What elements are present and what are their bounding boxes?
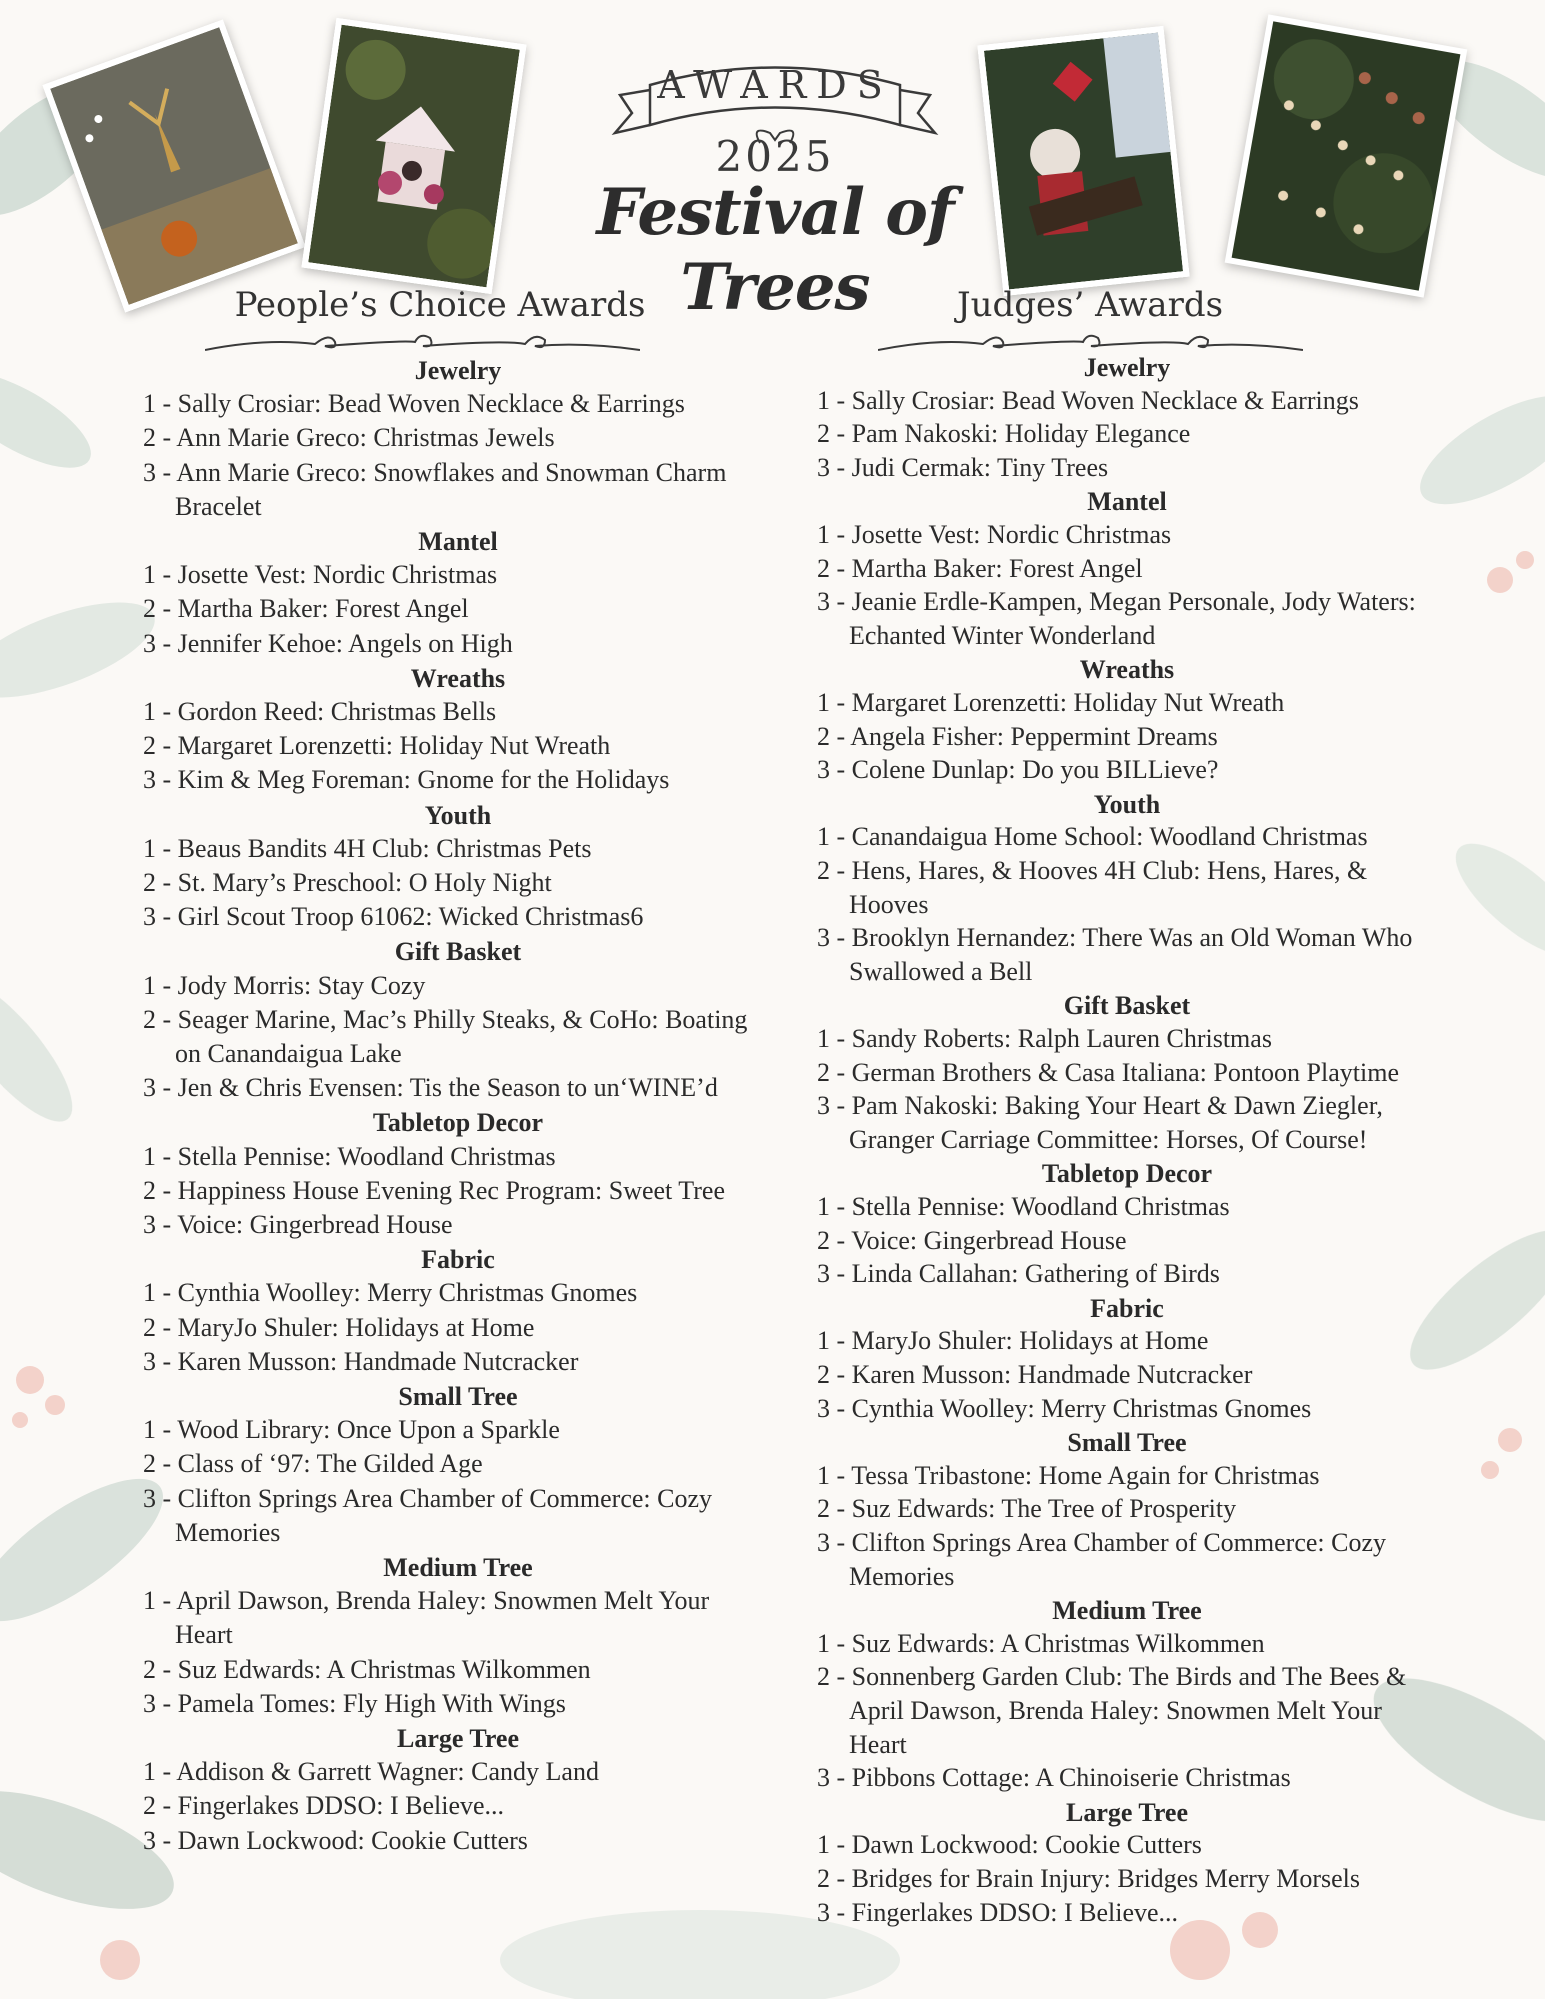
award-entry: Memories xyxy=(849,1561,955,1591)
award-entry: 2 - Martha Baker: Forest Angel xyxy=(143,594,469,624)
category-heading: Mantel xyxy=(1087,487,1167,517)
category-heading: Wreaths xyxy=(410,663,506,693)
category-heading: Gift Basket xyxy=(394,937,522,967)
award-entry: 1 - Sally Crosiar: Bead Woven Necklace & Earrings xyxy=(817,385,1359,415)
category-heading: Small Tree xyxy=(1067,1428,1187,1458)
category-heading: Gift Basket xyxy=(1063,991,1191,1021)
award-entry: 2 - Margaret Lorenzetti: Holiday Nut Wreath xyxy=(143,731,611,761)
award-entry: 3 - Fingerlakes DDSO: I Believe... xyxy=(817,1897,1179,1927)
award-entry: 3 - Pibbons Cottage: A Chinoiserie Christmas xyxy=(817,1763,1291,1793)
award-entry: 3 - Colene Dunlap: Do you BILLieve? xyxy=(817,755,1219,785)
award-entry: 2 - Martha Baker: Forest Angel xyxy=(817,553,1143,583)
award-entry: 1 - Wood Library: Once Upon a Sparkle xyxy=(143,1415,560,1445)
category-heading: Youth xyxy=(1093,789,1161,819)
award-entry: 1 - Dawn Lockwood: Cookie Cutters xyxy=(817,1830,1202,1860)
award-entry: 2 - German Brothers & Casa Italiana: Pontoon Playtime xyxy=(817,1057,1399,1087)
award-entry: 2 - Ann Marie Greco: Christmas Jewels xyxy=(143,423,555,453)
award-entry: 2 - Sonnenberg Garden Club: The Birds and The Bees & xyxy=(817,1662,1407,1692)
award-entry: 1 - Stella Pennise: Woodland Christmas xyxy=(143,1141,556,1171)
award-entry: 2 - Seager Marine, Mac’s Philly Steaks, & CoHo: Boating xyxy=(143,1004,748,1034)
award-entry: 1 - Tessa Tribastone: Home Again for Christmas xyxy=(817,1460,1320,1490)
award-entry: 1 - Stella Pennise: Woodland Christmas xyxy=(817,1192,1230,1221)
award-entry: 1 - Suz Edwards: A Christmas Wilkommen xyxy=(817,1628,1265,1658)
award-entry: Bracelet xyxy=(175,491,262,521)
category-heading: Jewelry xyxy=(1083,353,1171,382)
award-entry: Echanted Winter Wonderland xyxy=(849,620,1156,650)
award-entry: 2 - St. Mary’s Preschool: O Holy Night xyxy=(143,868,552,897)
award-entry: Memories xyxy=(175,1517,281,1547)
award-entry: 1 - Josette Vest: Nordic Christmas xyxy=(143,560,498,590)
category-heading: Fabric xyxy=(421,1245,495,1275)
award-entry: 1 - MaryJo Shuler: Holidays at Home xyxy=(817,1326,1209,1356)
event-title: Festival of Trees xyxy=(596,175,954,325)
award-entry: 1 - Cynthia Woolley: Merry Christmas Gnomes xyxy=(143,1278,638,1308)
award-entry: 3 - Cynthia Woolley: Merry Christmas Gnomes xyxy=(817,1393,1312,1423)
award-entry: 2 - Fingerlakes DDSO: I Believe... xyxy=(143,1791,505,1821)
award-entry: 1 - Sally Crosiar: Bead Woven Necklace & Earrings xyxy=(143,389,685,419)
award-entry: 2 - Voice: Gingerbread House xyxy=(817,1225,1127,1255)
award-entry: 1 - April Dawson, Brenda Haley: Snowmen Melt Your xyxy=(143,1586,710,1616)
award-entry: 3 - Jen & Chris Evensen: Tis the Season to un‘WINE’d xyxy=(143,1073,718,1103)
award-entry: Heart xyxy=(849,1729,907,1759)
category-heading: Youth xyxy=(424,800,492,830)
award-entry: 2 - Pam Nakoski: Holiday Elegance xyxy=(817,419,1191,449)
award-entry: 3 - Jeanie Erdle-Kampen, Megan Personale, Jody Waters: xyxy=(817,587,1416,617)
award-entry: 3 - Voice: Gingerbread House xyxy=(143,1210,453,1239)
award-entry: Hooves xyxy=(849,889,929,919)
award-entry: 1 - Canandaigua Home School: Woodland Christmas xyxy=(817,822,1368,852)
category-heading: Medium Tree xyxy=(383,1553,533,1582)
award-entry: 2 - Suz Edwards: The Tree of Prosperity xyxy=(817,1494,1237,1524)
award-entry: 3 - Jennifer Kehoe: Angels on High xyxy=(143,628,513,658)
awards-banner-text: AWARDS xyxy=(657,63,893,107)
award-entry: 3 - Brooklyn Hernandez: There Was an Old Woman Who xyxy=(817,923,1413,953)
deer-centerpiece-photo xyxy=(42,19,305,312)
beaded-tree-photo xyxy=(1225,14,1468,297)
header xyxy=(560,55,990,325)
award-entry: Heart xyxy=(175,1620,233,1650)
category-heading: Large Tree xyxy=(1065,1797,1188,1827)
award-entry: 1 - Sandy Roberts: Ralph Lauren Christmas xyxy=(817,1024,1272,1053)
award-entry: 1 - Gordon Reed: Christmas Bells xyxy=(143,697,497,726)
award-entry: April Dawson, Brenda Haley: Snowmen Melt Your xyxy=(849,1696,1382,1725)
award-entry: 1 - Addison & Garrett Wagner: Candy Land xyxy=(143,1757,599,1787)
award-entry: 3 - Girl Scout Troop 61062: Wicked Christmas6 xyxy=(143,902,644,932)
category-heading: Medium Tree xyxy=(1052,1596,1202,1626)
award-entry: 3 - Pam Nakoski: Baking Your Heart & Dawn Ziegler, xyxy=(817,1091,1383,1121)
award-entry: Granger Carriage Committee: Horses, Of Course! xyxy=(849,1124,1368,1154)
award-entry: 2 - Class of ‘97: The Gilded Age xyxy=(143,1449,483,1479)
award-entry: 3 - Judi Cermak: Tiny Trees xyxy=(817,452,1109,482)
category-heading: Tabletop Decor xyxy=(372,1108,544,1138)
category-heading: Fabric xyxy=(1090,1293,1164,1323)
award-entry: 3 - Karen Musson: Handmade Nutcracker xyxy=(143,1346,579,1376)
category-heading: Jewelry xyxy=(414,356,502,385)
award-entry: 3 - Linda Callahan: Gathering of Birds xyxy=(817,1259,1220,1289)
flourish-divider-icon xyxy=(205,330,640,356)
award-entry: on Canandaigua Lake xyxy=(175,1039,402,1068)
judges-awards-title: Judges’ Awards xyxy=(956,285,1224,325)
award-entry: 1 - Jody Morris: Stay Cozy xyxy=(143,970,426,1000)
award-entry: 2 - Angela Fisher: Peppermint Dreams xyxy=(817,721,1218,751)
event-year: 2025 xyxy=(715,132,835,181)
award-entry: 3 - Ann Marie Greco: Snowflakes and Snowman Charm xyxy=(143,457,727,487)
award-entry: 2 - MaryJo Shuler: Holidays at Home xyxy=(143,1312,535,1342)
category-heading: Small Tree xyxy=(398,1382,518,1411)
award-entry: 1 - Beaus Bandits 4H Club: Christmas Pets xyxy=(143,833,592,863)
category-heading: Tabletop Decor xyxy=(1041,1159,1213,1189)
award-entry: 3 - Clifton Springs Area Chamber of Commerce: Cozy xyxy=(143,1483,713,1513)
peoples-choice-title: People’s Choice Awards xyxy=(234,285,646,325)
award-entry: 1 - Josette Vest: Nordic Christmas xyxy=(817,520,1172,549)
category-heading: Large Tree xyxy=(396,1724,519,1753)
award-entry: 2 - Suz Edwards: A Christmas Wilkommen xyxy=(143,1654,591,1684)
award-entry: 2 - Happiness House Evening Rec Program: Sweet Tree xyxy=(143,1175,726,1205)
award-entry: 2 - Hens, Hares, & Hooves 4H Club: Hens, Hares, & xyxy=(817,856,1368,885)
award-entry: 2 - Karen Musson: Handmade Nutcracker xyxy=(817,1360,1253,1389)
category-heading: Wreaths xyxy=(1079,655,1175,685)
award-entry: 3 - Clifton Springs Area Chamber of Commerce: Cozy xyxy=(817,1528,1387,1557)
birdhouse-ornament-photo xyxy=(301,18,526,294)
award-entry: Swallowed a Bell xyxy=(849,956,1033,986)
award-entry: 3 - Dawn Lockwood: Cookie Cutters xyxy=(143,1825,528,1855)
category-heading: Mantel xyxy=(418,527,498,556)
award-entry: 3 - Kim & Meg Foreman: Gnome for the Holidays xyxy=(143,765,670,795)
award-entry: 1 - Margaret Lorenzetti: Holiday Nut Wreath xyxy=(817,688,1285,717)
award-entry: 3 - Pamela Tomes: Fly High With Wings xyxy=(143,1688,566,1718)
award-entry: 2 - Bridges for Brain Injury: Bridges Merry Morsels xyxy=(817,1864,1361,1893)
